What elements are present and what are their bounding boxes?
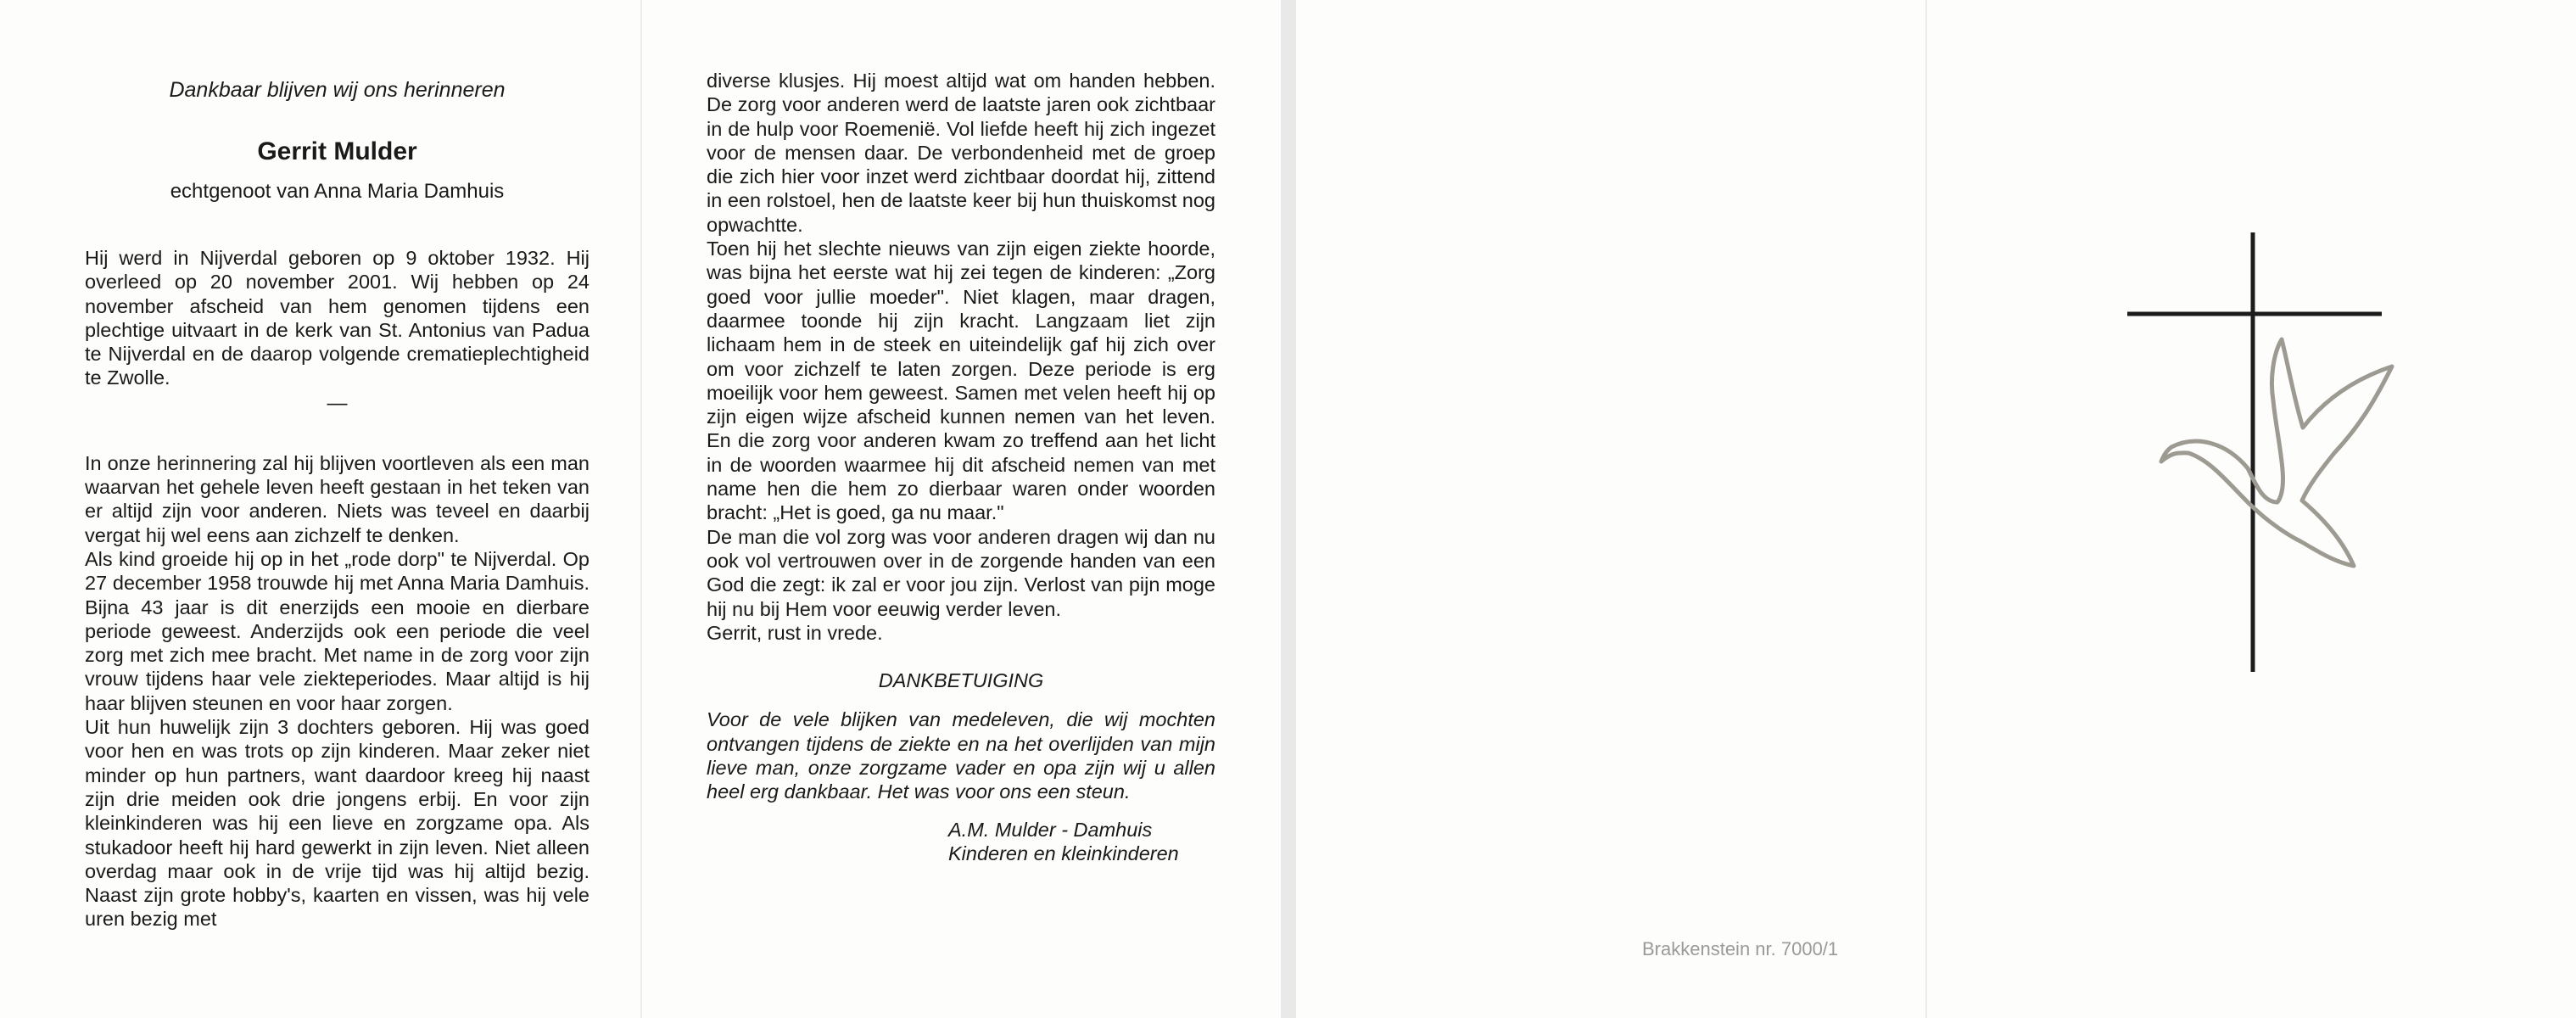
signature-line: A.M. Mulder - Damhuis (948, 818, 1153, 841)
biography-paragraph: Als kind groeide hij op in het „rode dorp" te Nijverdal. Op 27 december 1958 trouwde hij met Anna Maria Damhuis. Bijna 43 jaar is dit enerzijds een mooie en dierbare periode geweest. Anderzijds ook een periode die veel zorg met zich mee bracht. Met name in de zorg voor zijn vrouw tijdens haar vele ziekteperiodes. Maar altijd is hij haar blijven steunen en voor haar zorgen. (85, 547, 590, 714)
spouse-line: echtgenoot van Anna Maria Damhuis (170, 180, 505, 203)
biography-paragraph: Hij werd in Nijverdal geboren op 9 oktober 1932. Hij overleed op 20 november 2001. Wij hebben op 24 november afscheid van hem genomen tijdens een plechtige uitvaart in de kerk van St. Antonius van Padua te Nijverdal en de daarop volgende crematieplechtigheid te Zwolle. (85, 247, 590, 389)
cross-and-dove-icon (2121, 231, 2409, 680)
fold-line (1925, 0, 1927, 1018)
biography-paragraph: diverse klusjes. Hij moest altijd wat om handen hebben. De zorg voor anderen werd de laatste jaren ook zichtbaar in de hulp voor Roemenië. Vol liefde heeft hij zich ingezet voor de mensen daar. De verbondenheid met de groep die zich hier voor inzet werd zichtbaar doordat hij, zittend in een rolstoel, hen de laatste keer bij hun thuiskomst nog opwachtte. (707, 70, 1215, 236)
closing-line: Gerrit, rust in vrede. (707, 621, 883, 644)
family-signature (948, 818, 1215, 866)
acknowledgement-title: DANKBETUIGING (878, 669, 1044, 692)
biography-column-left (85, 246, 590, 931)
biography-column-right (707, 69, 1215, 865)
fold-line (640, 0, 642, 1018)
signature-line: Kinderen en kleinkinderen (948, 842, 1179, 864)
biography-paragraph: Uit hun huwelijk zijn 3 dochters geboren. Hij was goed voor hen en was trots op zijn kinderen. Maar zeker niet minder op hun partners, want daardoor kreeg hij naast zijn drie meiden ook drie jongens erbij. En voor zijn kleinkinderen was hij een lieve en zorgzame opa. Als stukadoor heeft hij hard gewerkt in zijn leven. Niet alleen overdag maar ook in de vrije tijd was hij altijd bezig. Naast zijn grote hobby's, kaarten en vissen, was hij vele uren bezig met (85, 716, 590, 931)
printer-mark: Brakkenstein nr. 7000/1 (1642, 938, 1839, 959)
deceased-name: Gerrit Mulder (257, 137, 417, 165)
acknowledgement-text: Voor de vele blijken van medeleven, die wij mochten ontvangen tijdens de ziekte en na het overlijden van mijn lieve man, onze zorgzame vader en opa zijn wij u allen heel erg dankbaar. Het was voor ons een steun. (707, 708, 1215, 803)
biography-paragraph: In onze herinnering zal hij blijven voortleven als een man waarvan het gehele leven heeft gestaan in het teken van er altijd zijn voor anderen. Niets was teveel en daarbij vergat hij wel eens aan zichzelf te denken. (85, 451, 590, 546)
dove-icon (2161, 339, 2392, 566)
biography-paragraph: Toen hij het slechte nieuws van zijn eigen ziekte hoorde, was bijna het eerste wat hij zei tegen de kinderen: „Zorg goed voor jullie moeder". Niet klagen, maar dragen, daarmee toonde hij zijn kracht. Langzaam liet zijn lichaam hem in de steek en uiteindelijk gaf hij zich over om voor zichzelf te laten zorgen. Deze periode is erg moeilijk voor hem geweest. Samen met velen heeft hij op zijn eigen wijze afscheid kunnen nemen van het leven. En die zorg voor anderen kwam zo treffend aan het licht in de woorden waarmee hij dit afscheid nemen van met name hen die hem zo dierbaar waren onder woorden bracht: „Het is goed, ga nu maar." (707, 238, 1215, 524)
memorial-motto: Dankbaar blijven wij ons herinneren (169, 78, 506, 102)
section-separator: — (327, 392, 348, 415)
biography-paragraph: De man die vol zorg was voor anderen dragen wij dan nu ook vol vertrouwen over in de zorgende handen van een God die zegt: ik zal er voor jou zijn. Verlost van pijn moge hij nu bij Hem voor eeuwig verder leven. (707, 525, 1215, 620)
